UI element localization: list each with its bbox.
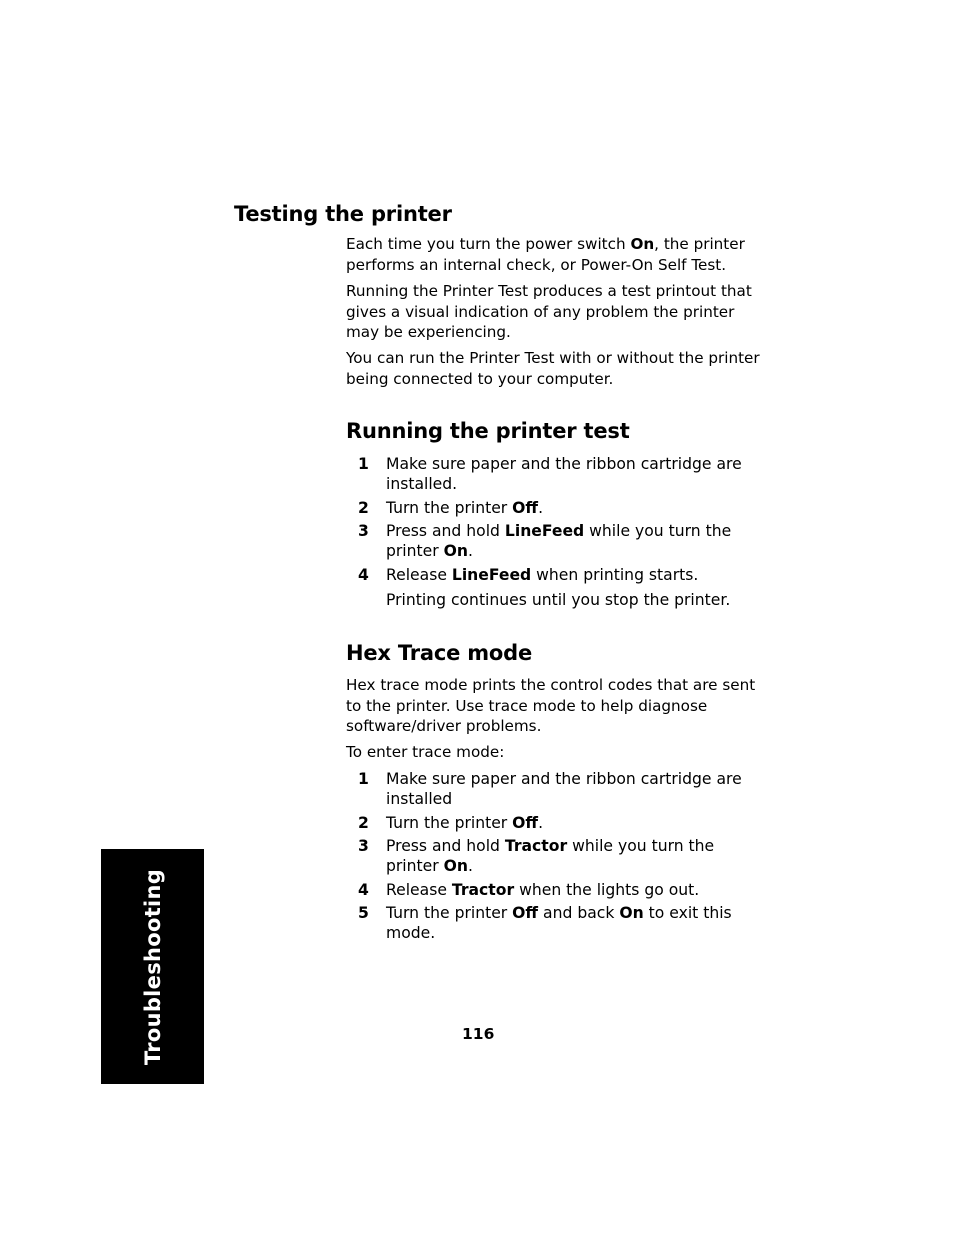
- step-number: 2: [358, 498, 369, 517]
- text: Press and hold: [386, 837, 505, 855]
- bold-text: Off: [512, 904, 539, 922]
- step-number: 2: [358, 813, 369, 832]
- list-item: [346, 498, 771, 518]
- page-number: 116: [462, 1025, 495, 1043]
- printing-note: Printing continues until you stop the printer.: [386, 591, 731, 609]
- text: .: [467, 857, 473, 875]
- step-number: 4: [358, 880, 369, 899]
- bold-text: Tractor: [504, 837, 568, 855]
- list-item: [346, 903, 771, 943]
- paragraph-power-on: [346, 234, 771, 275]
- bold-text: Tractor: [451, 880, 515, 899]
- list-item: [346, 521, 771, 561]
- step-number: 3: [358, 522, 369, 540]
- step-number: 1: [358, 770, 369, 788]
- step-number: 1: [358, 455, 369, 473]
- list-item: [346, 565, 771, 585]
- section-title-testing: Testing the printer: [234, 202, 452, 226]
- text: when printing starts.: [531, 565, 699, 584]
- bold-text: LineFeed: [451, 565, 532, 584]
- paragraph-enter-trace: To enter trace mode:: [346, 743, 505, 761]
- step-number: 5: [358, 904, 369, 922]
- text: Make sure paper and the ribbon cartridge are installed: [386, 770, 742, 808]
- section-title-hex-trace: Hex Trace mode: [346, 641, 533, 665]
- text: Release: [386, 880, 452, 899]
- text: while you turn the printer: [386, 837, 715, 875]
- text: Press and hold: [386, 522, 505, 540]
- text: Turn the printer: [386, 498, 513, 517]
- list-item: [346, 836, 771, 876]
- bold-text: Off: [512, 498, 539, 517]
- running-test-steps: [346, 454, 771, 588]
- paragraph-hex-trace: Hex trace mode prints the control codes that are sent to the printer. Use trace mode to help diagnose software/driver problems.: [346, 676, 756, 735]
- paragraph-printer-test: Running the Printer Test produces a test printout that gives a visual indication of any problem the printer may be experiencing.: [346, 282, 752, 341]
- hex-trace-steps: [346, 769, 771, 947]
- text: when the lights go out.: [514, 880, 700, 899]
- text: Turn the printer: [386, 813, 513, 832]
- bold-text: LineFeed: [504, 522, 585, 540]
- text: .: [538, 498, 544, 517]
- bold-text: On: [443, 542, 468, 560]
- text: .: [538, 813, 544, 832]
- list-item: [346, 454, 771, 494]
- chapter-tab-label: Troubleshooting: [141, 868, 165, 1066]
- text: Make sure paper and the ribbon cartridge are installed.: [386, 455, 742, 493]
- text: Release: [386, 565, 452, 584]
- list-item: [346, 769, 771, 809]
- text: Each time you turn the power switch: [346, 235, 631, 253]
- text: to exit this mode.: [386, 904, 732, 942]
- paragraph-with-without: You can run the Printer Test with or without the printer being connected to your computer.: [346, 349, 760, 388]
- section-title-running-test: Running the printer test: [346, 419, 630, 443]
- text: , the printer performs an internal check, or Power-On Self Test.: [346, 235, 745, 274]
- text: .: [467, 542, 473, 560]
- step-number: 4: [358, 565, 369, 584]
- text: Turn the printer: [386, 904, 513, 922]
- list-item: [346, 813, 771, 833]
- bold-text: Off: [512, 813, 539, 832]
- bold-text: On: [619, 904, 644, 922]
- text: while you turn the printer: [386, 522, 732, 560]
- text: and back: [538, 904, 620, 922]
- step-number: 3: [358, 837, 369, 855]
- bold-text: On: [630, 235, 655, 253]
- list-item: [346, 880, 771, 900]
- chapter-side-tab: [101, 849, 204, 1084]
- bold-text: On: [443, 857, 468, 875]
